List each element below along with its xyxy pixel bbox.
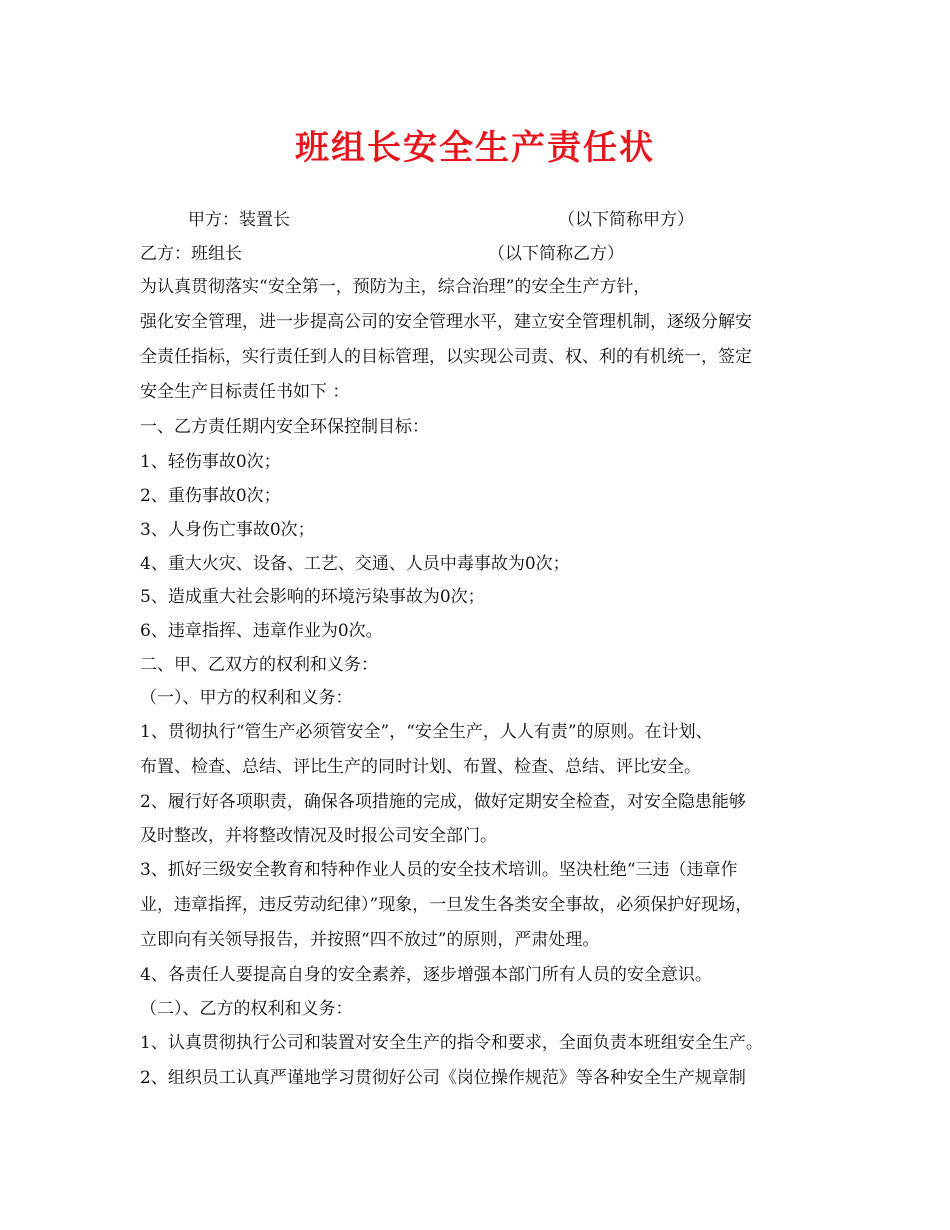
body-line: 布置、检查、总结、评比生产的同时计划、布置、检查、总结、评比安全。 (140, 757, 701, 777)
document-title: 班组长安全生产责任状 (295, 128, 655, 168)
party-a-note: （以下简称甲方） (558, 210, 694, 230)
body-line: 全责任指标，实行责任到人的目标管理，以实现公司责、权、利的有机统一，签定 (140, 347, 752, 367)
party-a-label: 甲方：装置长 (188, 210, 290, 230)
list-item: 5、造成重大社会影响的环境污染事故为0次； (140, 587, 485, 607)
list-item: 2、重伤事故0次； (140, 486, 281, 506)
body-line: 2、履行好各项职责，确保各项措施的完成，做好定期安全检查，对安全隐患能够 (140, 792, 746, 812)
body-line: 2、组织员工认真严谨地学习贯彻好公司《岗位操作规范》等各种安全生产规章制 (140, 1068, 746, 1088)
body-line: 1、认真贯彻执行公司和装置对安全生产的指令和要求，全面负责本班组安全生产。 (140, 1033, 763, 1053)
body-line: 立即向有关领导报告，并按照“四不放过”的原则，严肃处理。 (140, 930, 600, 950)
body-line: 为认真贯彻落实“安全第一，预防为主，综合治理”的安全生产方针， (140, 277, 651, 297)
body-line: 业，违章指挥，违反劳动纪律）”现象，一旦发生各类安全事故，必须保护好现场， (140, 895, 753, 915)
list-item: 1、轻伤事故0次； (140, 452, 281, 472)
body-line: 4、各责任人要提高自身的安全素养，逐步增强本部门所有人员的安全意识。 (140, 965, 712, 985)
list-item: 4、重大火灾、设备、工艺、交通、人员中毒事故为0次； (140, 554, 570, 574)
section-heading: 二、甲、乙双方的权利和义务： (140, 655, 378, 675)
party-b-label: 乙方：班组长 (140, 244, 242, 264)
subsection-heading: （二）、乙方的权利和义务： (140, 999, 353, 1019)
body-line: 及时整改，并将整改情况及时报公司安全部门。 (140, 826, 497, 846)
list-item: 6、违章指挥、违章作业为0次。 (140, 621, 383, 641)
body-line: 3、抓好三级安全教育和特种作业人员的安全技术培训。坚决杜绝“三违（违章作 (140, 860, 738, 880)
body-line: 安全生产目标责任书如下 ： (140, 382, 350, 402)
party-b-note: （以下简称乙方） (488, 244, 624, 264)
body-line: 强化安全管理，进一步提高公司的安全管理水平，建立安全管理机制，逐级分解安 (140, 312, 752, 332)
subsection-heading: （一）、甲方的权利和义务： (140, 688, 353, 708)
list-item: 3、人身伤亡事故0次； (140, 520, 315, 540)
body-line: 1、贯彻执行“管生产必须管安全”，“安全生产，人人有责”的原则。在计划、 (140, 722, 713, 742)
section-heading: 一、乙方责任期内安全环保控制目标： (140, 417, 429, 437)
